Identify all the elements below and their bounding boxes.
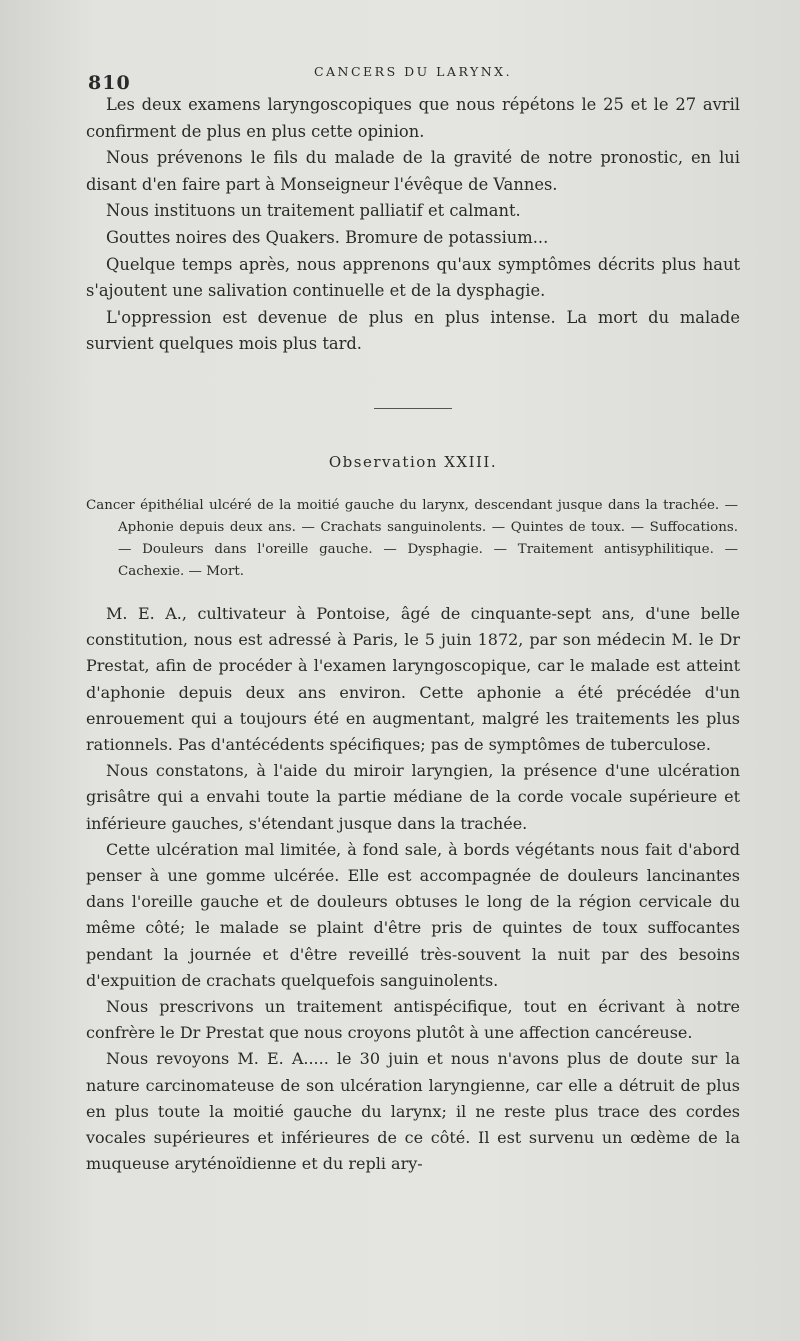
paragraph: Gouttes noires des Quakers. Bromure de potassium... — [106, 227, 549, 247]
paragraph: Cette ulcération mal limitée, à fond sale, à bords végétants nous fait d'abord penser à une gomme ulcérée. Elle est accompagnée de douleurs lancinantes dans l'oreille gauche et de douleurs obtuses le long de la région cervicale du même côté; le malade se plaint d'être pris de quintes de toux suffocantes pendant la journée et d'être reveillé très-souvent la nuit par des besoins d'expuition de crachats quelquefois sanguinolents. — [86, 839, 740, 990]
paragraph: Nous instituons un traitement palliatif et calmant. — [106, 201, 521, 221]
observation-title: Observation XXIII. — [328, 452, 498, 471]
previous-observation-conclusion — [86, 92, 740, 358]
paragraph: L'oppression est devenue de plus en plus intense. La mort du malade survient quelques mois plus tard. — [86, 307, 740, 354]
section-separator — [374, 408, 452, 409]
running-title: CANCERS DU LARYNX. — [313, 64, 513, 79]
paragraph: Nous revoyons M. E. A..... le 30 juin et nous n'avons plus de doute sur la nature carcinomateuse de son ulcération laryngienne, car elle a détruit de plus en plus toute la moitié gauche du larynx; il ne reste plus trace des cordes vocales supérieures et inférieures de ce côté. Il est survenu un œdème de la muqueuse aryténoïdienne et du repli ary- — [86, 1049, 740, 1174]
paragraph: M. E. A., cultivateur à Pontoise, âgé de cinquante-sept ans, d'une belle constitution, nous est adressé à Paris, le 5 juin 1872, par son médecin M. le Dr Prestat, afin de procéder à l'examen laryngoscopique, car le malade est atteint d'aphonie depuis deux ans environ. Cette aphonie a été précédée d'un enrouement qui a toujours été en augmentant, malgré les traitements les plus rationnels. Pas d'antécédents spécifiques; pas de symptômes de tuberculose. — [86, 603, 740, 754]
page-number: 810 — [88, 72, 131, 94]
observation-summary: Cancer épithélial ulcéré de la moitié gauche du larynx, descendant jusque dans la trachée. — Aphonie depuis deux ans. — Crachats sanguinolents. — Quintes de toux. — Suffocations. — Douleurs dans l'oreille gauche. — Dysphagie. — Traitement antisyphilitique. — Cachexie. — Mort. — [86, 497, 738, 579]
paragraph: Nous prescrivons un traitement antispécifique, tout en écrivant à notre confrère le Dr Prestat que nous croyons plutôt à une affection cancéreuse. — [86, 996, 740, 1043]
paragraph: Quelque temps après, nous apprenons qu'aux symptômes décrits plus haut s'ajoutent une salivation continuelle et de la dysphagie. — [86, 254, 740, 301]
paragraph: Nous constatons, à l'aide du miroir laryngien, la présence d'une ulcération grisâtre qui a envahi toute la partie médiane de la corde vocale supérieure et inférieure gauches, s'étendant jusque dans la trachée. — [86, 761, 740, 833]
paragraph: Les deux examens laryngoscopiques que nous répétons le 25 et le 27 avril confirment de plus en plus cette opinion. — [86, 95, 740, 141]
running-head — [86, 58, 740, 92]
observation-body — [86, 601, 740, 1177]
paragraph: Nous prévenons le fils du malade de la gravité de notre pronostic, en lui disant d'en faire part à Monseigneur l'évêque de Vannes. — [86, 148, 740, 194]
